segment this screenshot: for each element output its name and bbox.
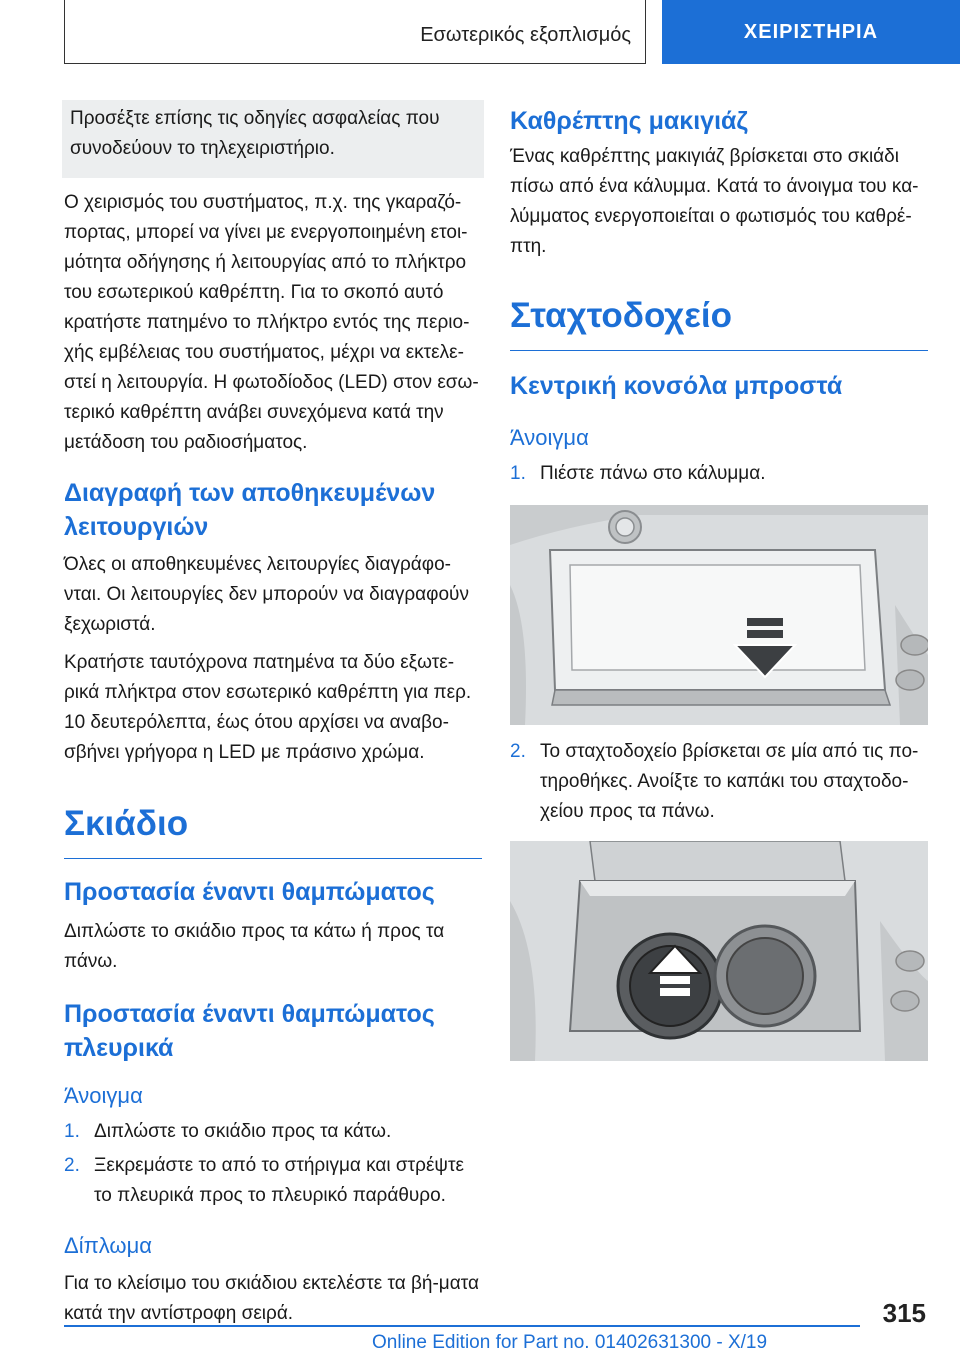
safety-note: Προσέξτε επίσης τις οδηγίες ασφαλείας που συνοδεύουν το τηλεχειριστήριο. [62, 100, 484, 178]
footer-divider [64, 1325, 860, 1327]
garage-door-paragraph: Ο χειρισμός του συστήματος, π.χ. της γκαραζό-πορτας, μπορεί να γίνει με ενεργοποιημένη ετοι-μότητα οδήγησης ή λειτουργίας από το πλήκτρο του εσωτερικού καθρέπτη. Για το σκοπό αυτό κρατήστε πατημένο το πλήκτρο εντός της περιο-χής εμβέλειας του συστήματος, μέχρι να εκτελε-στεί η λειτουργία. Η φωτοδίοδος (LED) στον εσω-τερικό καθρέπτη ανάβει συνεχόμενα κατά την μετάδοση του ραδιοσήματος. [64, 192, 479, 453]
page-number: 315 [882, 1298, 926, 1328]
center-console-heading: Κεντρική κονσόλα μπροστά [510, 372, 843, 400]
side-glare-heading: Προστασία έναντι θαμπώματος πλευρικά [64, 1000, 435, 1062]
delete-functions-heading: Διαγραφή των αποθηκευμένων λειτουργιών [64, 479, 436, 541]
list-item: 2. Ξεκρεμάστε το από το στήριγμα και στρέψτε το πλευρικά προς το πλευρικό παράθυρο. [64, 1155, 464, 1206]
header-section-title: Εσωτερικός εξοπλισμός [420, 24, 631, 46]
right-opening-heading: Άνοιγμα [510, 425, 589, 450]
sunvisor-title: Σκιάδιο [64, 804, 482, 859]
list-item: 2. Το σταχτοδοχείο βρίσκεται σε μία από τις πο-τηροθήκες. Ανοίξτε το καπάκι του σταχτοδο-χείου προς τα πάνω. [510, 741, 919, 822]
ashtray-lid-illustration [510, 841, 928, 1061]
left-opening-heading: Άνοιγμα [64, 1083, 143, 1108]
list-item: 1. Διπλώστε το σκιάδιο προς τα κάτω. [64, 1121, 392, 1142]
footer-edition: Online Edition for Part no. 01402631300 - X/19 [372, 1332, 768, 1353]
glare-protection-heading: Προστασία έναντι θαμπώματος [64, 878, 435, 906]
folding-paragraph: Για το κλείσιμο του σκιάδιου εκτελέστε τα βή-ματα κατά την αντίστροφη σειρά. [64, 1273, 479, 1324]
sunvisor-opening-steps [64, 1117, 482, 1211]
console-cover-illustration [510, 505, 928, 725]
ashtray-title: Σταχτοδοχείο [510, 296, 928, 351]
list-item: 1. Πιέστε πάνω στο κάλυμμα. [510, 463, 766, 484]
delete-paragraph-2: Κρατήστε ταυτόχρονα πατημένα τα δύο εξωτε-ρικά πλήκτρα στον εσωτερικό καθρέπτη για περ. 10 δευτερόλεπτα, έως ότου αρχίσει να αναβο-σβήνει γρήγορα η LED με πράσινο χρώμα. [64, 652, 472, 763]
ashtray-step-1 [510, 459, 928, 489]
left-column [64, 100, 482, 1329]
delete-paragraph-1: Όλες οι αποθηκευμένες λειτουργίες διαγράφο-νται. Οι λειτουργίες δεν μπορούν να διαγραφούν ξεχωριστά. [64, 554, 469, 635]
makeup-mirror-heading: Καθρέπτης μακιγιάζ [510, 107, 748, 135]
ashtray-step-2 [510, 737, 928, 827]
glare-paragraph: Διπλώστε το σκιάδιο προς τα κάτω ή προς τα πάνω. [64, 921, 445, 972]
right-column [510, 100, 928, 1061]
header-manual-tab: ΧΕΙΡΙΣΤΗΡΙΑ [662, 0, 960, 64]
header-frame [64, 0, 646, 64]
folding-heading: Δίπλωμα [64, 1233, 152, 1258]
makeup-mirror-paragraph: Ένας καθρέπτης μακιγιάζ βρίσκεται στο σκιάδι πίσω από ένα κάλυμμα. Κατά το άνοιγμα του κα-λύμματος ενεργοποιείται ο φωτισμός του καθρέ-πτη. [510, 146, 919, 257]
